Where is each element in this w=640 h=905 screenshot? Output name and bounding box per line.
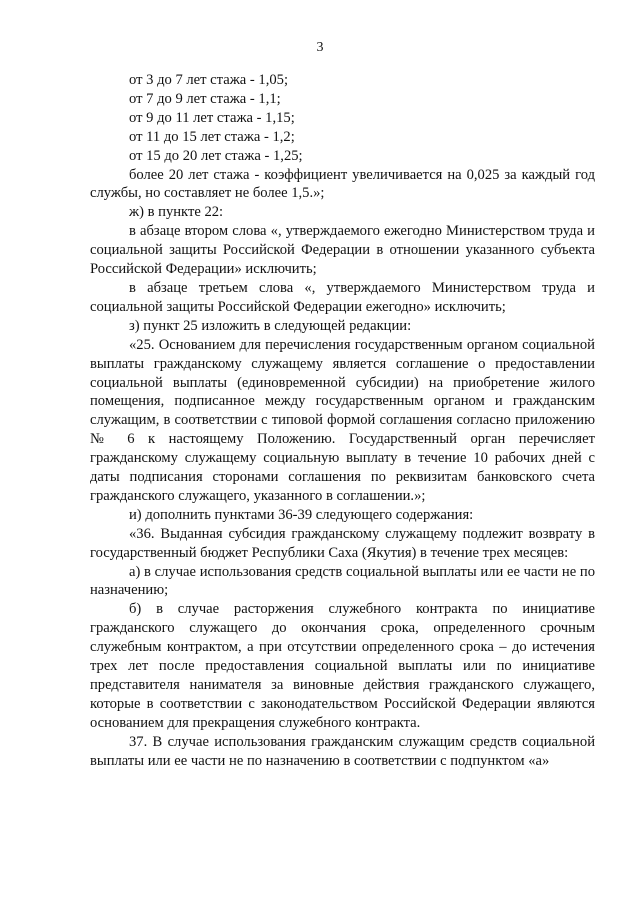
paragraph: «36. Выданная субсидия гражданскому служащему подлежит возврату в государственный бюджет Республики Саха (Якутия) в течение трех месяцев: — [90, 525, 595, 561]
paragraph: от 9 до 11 лет стажа - 1,15; — [129, 109, 295, 126]
paragraph: в абзаце третьем слова «, утверждаемого Министерством труда и социальной защиты Российской Федерации ежегодно» исключить; — [90, 279, 595, 315]
paragraph: «25. Основанием для перечисления государственным органом социальной выплаты гражданскому служащему является соглашение о предоставлении социальной выплаты (единовременной субсидии) на приобретение жилого помещения, подписанное между государственным органом и гражданским служащим, в соответствии с типовой формой соглашения согласно приложению № 6 к настоящему Положению. Государственный орган перечисляет гражданскому служащему социальную выплату в течение 10 рабочих дней с даты подписания сторонами соглашения по реквизитам банковского счета гражданского служащего, указанного в соглашении.»; — [90, 336, 595, 504]
paragraph: з) пункт 25 изложить в следующей редакции: — [129, 317, 412, 334]
paragraph: ж) в пункте 22: — [129, 204, 224, 221]
page-number: 3 — [316, 40, 324, 55]
paragraph: от 11 до 15 лет стажа - 1,2; — [129, 128, 295, 145]
paragraph: более 20 лет стажа - коэффициент увеличивается на 0,025 за каждый год службы, но составляет не более 1,5.»; — [90, 166, 595, 202]
paragraph: в абзаце втором слова «, утверждаемого ежегодно Министерством труда и социальной защиты Российской Федерации в отношении указанного субъекта Российской Федерации» исключить; — [90, 223, 595, 278]
paragraph: от 3 до 7 лет стажа - 1,05; — [129, 72, 288, 88]
document-body — [90, 71, 595, 771]
paragraph: 37. В случае использования гражданским служащим средств социальной выплаты или ее части не по назначению в соответствии с подпунктом «а» — [90, 733, 595, 769]
paragraph: б) в случае расторжения служебного контракта по инициативе гражданского служащего до окончания срока, определенного срочным служебным контрактом, а при отсутствии определенного срока – до истечения трех лет после предоставления социальной выплаты или по инициативе представителя нанимателя за виновные действия гражданского служащего, которые в соответствии с законодательством Российской Федерации являются основанием для прекращения служебного контракта. — [90, 601, 595, 731]
paragraph: и) дополнить пунктами 36-39 следующего содержания: — [129, 506, 474, 523]
paragraph: а) в случае использования средств социальной выплаты или ее части не по назначению; — [90, 563, 595, 599]
paragraph: от 15 до 20 лет стажа - 1,25; — [129, 147, 303, 164]
paragraph: от 7 до 9 лет стажа - 1,1; — [129, 90, 281, 107]
